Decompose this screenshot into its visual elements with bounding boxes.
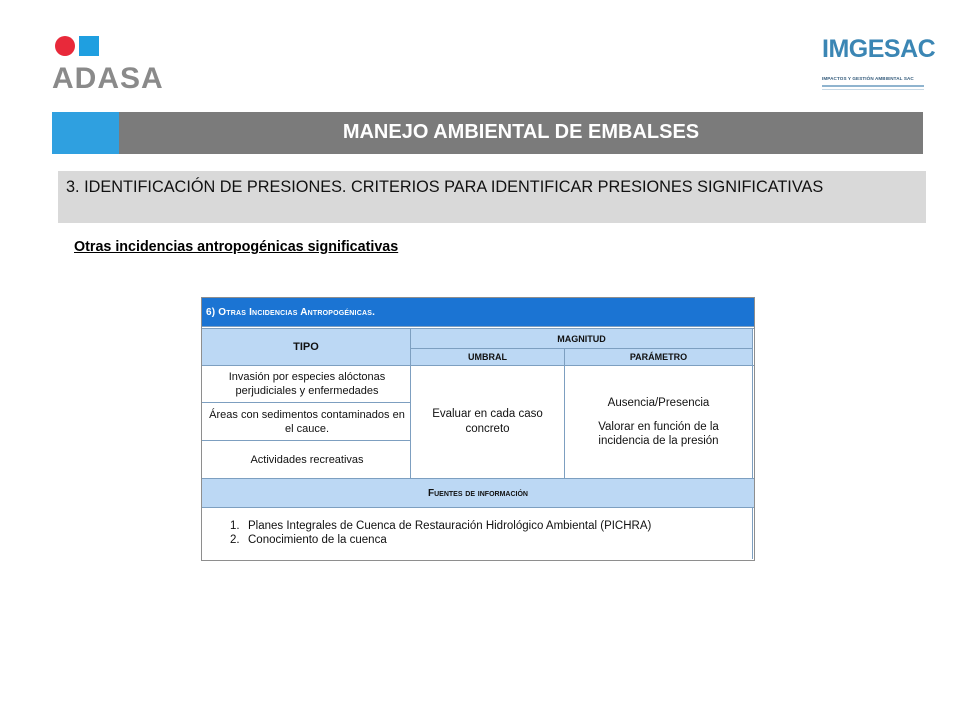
table-divider [202, 507, 754, 508]
table-divider [202, 440, 411, 441]
header-umbral: UMBRAL [411, 349, 564, 365]
table-divider [752, 328, 753, 478]
table-divider [410, 328, 411, 478]
table-divider [202, 402, 411, 403]
subtitle: Otras incidencias antropogénicas significativas [74, 239, 399, 255]
table-divider [202, 328, 754, 329]
incidencias-table [201, 297, 755, 561]
table-divider [752, 507, 753, 559]
logo-red-dot-icon [55, 36, 75, 56]
list-item-text: Planes Integrales de Cuenca de Restauración Hidrológico Ambiental (PICHRA) [248, 520, 652, 532]
imgesac-logo-text: IMGESAC [822, 35, 936, 63]
parametro-value [565, 366, 752, 478]
adasa-logo [52, 34, 182, 94]
table-row-tipo: Áreas con sedimentos contaminados en el cauce. [209, 408, 405, 435]
list-item-number: 1. [230, 520, 240, 532]
list-item-text: Conocimiento de la cuenca [248, 534, 387, 546]
section-title: 3. IDENTIFICACIÓN DE PRESIONES. CRITERIOS PARA IDENTIFICAR PRESIONES SIGNIFICATIVAS [66, 178, 824, 196]
fuentes-header [202, 479, 754, 507]
table-title [202, 298, 754, 326]
header-magnitud: MAGNITUD [411, 329, 752, 348]
section-band [58, 171, 926, 223]
imgesac-logo [820, 34, 936, 96]
table-divider [202, 365, 754, 366]
table-divider [202, 326, 754, 327]
table-row-tipo: Invasión por especies alóctonas perjudiciales y enfermedades [228, 371, 386, 397]
table-divider [564, 348, 565, 478]
umbral-value: Evaluar en cada caso concreto [432, 408, 543, 435]
parametro-valoracion: Valorar en función de la incidencia de la presión [598, 421, 719, 447]
list-item [230, 534, 387, 546]
imgesac-tagline: IMPACTOS Y GESTIÓN AMBIENTAL SAC [822, 76, 914, 81]
fuentes-list [202, 508, 754, 558]
list-item-number: 2. [230, 534, 240, 546]
title-band [52, 112, 923, 154]
page-title: MANEJO AMBIENTAL DE EMBALSES [342, 121, 700, 143]
header-tipo: TIPO [202, 329, 410, 365]
header-parametro: PARÁMETRO [565, 349, 752, 365]
title-accent-block [52, 112, 119, 154]
fuentes-header-text: Fuentes de información [428, 487, 528, 499]
table-divider [411, 348, 752, 349]
table-row-tipo: Actividades recreativas [250, 453, 364, 466]
table-divider [202, 478, 754, 479]
table-title-text: 6) Otras Incidencias Antropogénicas. [206, 306, 376, 318]
imgesac-underline [822, 85, 924, 87]
adasa-logo-text: ADASA [52, 62, 164, 95]
list-item [230, 520, 651, 532]
parametro-presence: Ausencia/Presencia [607, 397, 710, 409]
logo-blue-square-icon [79, 36, 99, 56]
imgesac-underline-thin [822, 89, 924, 90]
